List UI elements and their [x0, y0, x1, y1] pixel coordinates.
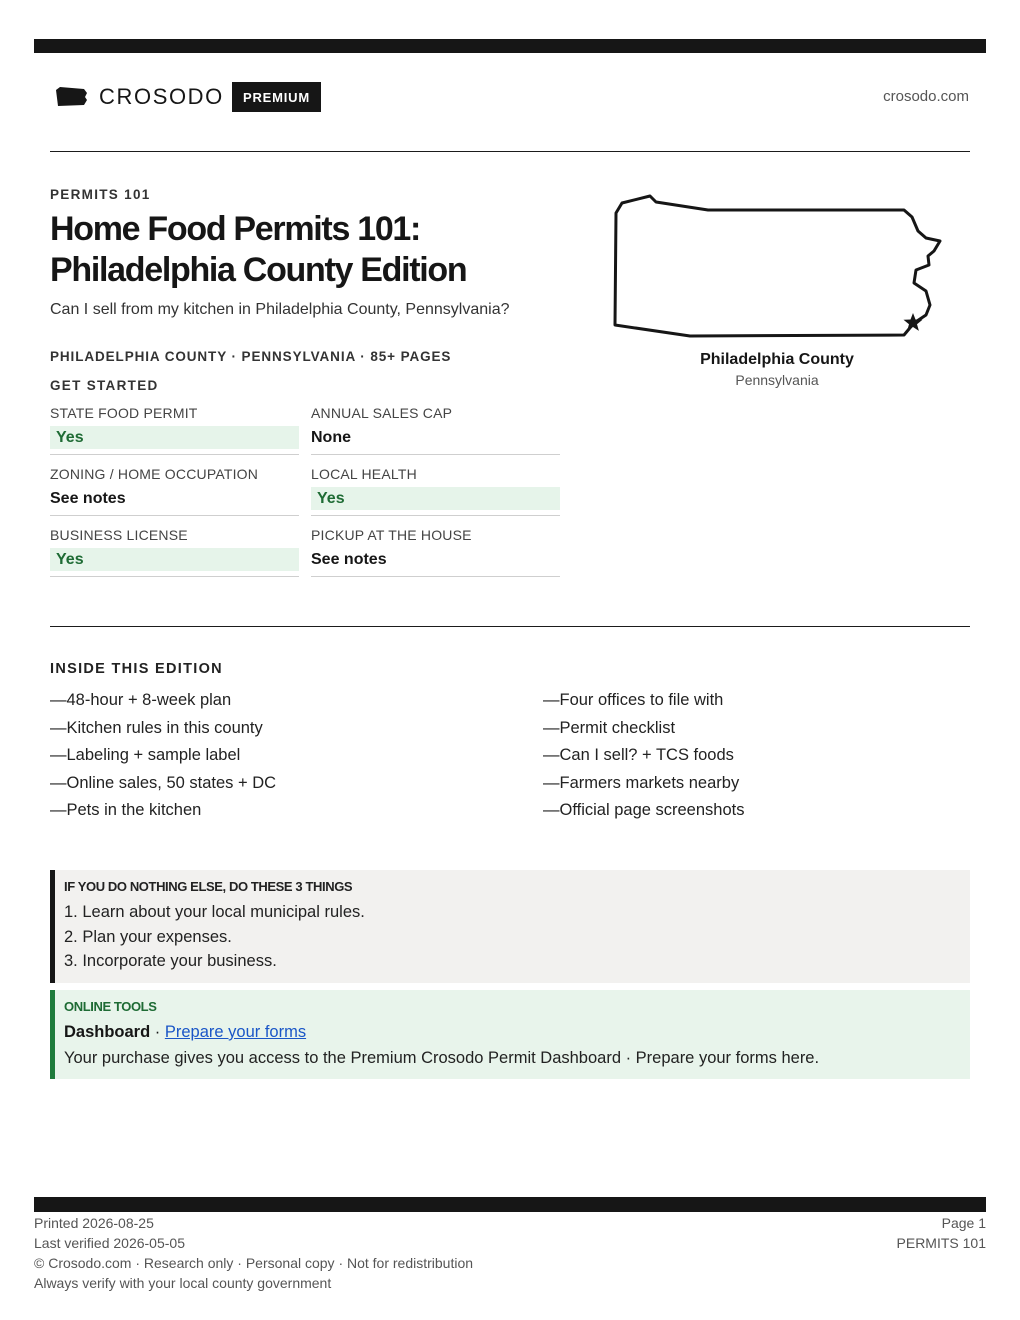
page-number: Page 1 [941, 1215, 986, 1231]
inside-heading: INSIDE THIS EDITION [50, 661, 223, 677]
list-item: —Online sales, 50 states + DC [50, 773, 277, 792]
list-item: —Permit checklist [543, 718, 676, 737]
permit-annual-sales-cap [311, 405, 560, 466]
permit-divider [311, 576, 560, 577]
header-divider [50, 151, 970, 152]
brand-name: CROSODO [99, 84, 224, 109]
permit-value: See notes [311, 551, 387, 568]
copyright: © Crosodo.com · Research only · Personal copy · Not for redistribution [34, 1255, 474, 1271]
permit-label: ANNUAL SALES CAP [311, 405, 453, 421]
callout-item: 3. Incorporate your business. [64, 952, 277, 970]
do-these-callout [50, 870, 970, 983]
footer-left [34, 1213, 473, 1293]
map-county-label: Philadelphia County [700, 351, 854, 368]
permit-divider [50, 576, 299, 577]
permit-value: None [311, 429, 351, 446]
permit-value: See notes [50, 490, 126, 507]
tools-heading: ONLINE TOOLS [64, 999, 157, 1014]
section-divider [50, 626, 970, 627]
permit-divider [50, 454, 299, 455]
permit-state-food [50, 405, 299, 466]
disclaimer: Always verify with your local county government [34, 1275, 332, 1291]
list-item: —48-hour + 8-week plan [50, 691, 232, 709]
page-subtitle: Can I sell from my kitchen in Philadelphia County, Pennsylvania? [50, 301, 510, 318]
edition-meta: PHILADELPHIA COUNTY · PENNSYLVANIA · 85+ PAGES [50, 349, 452, 364]
tools-description: Your purchase gives you access to the Premium Crosodo Permit Dashboard · Prepare your forms here. [64, 1049, 820, 1067]
permit-value: Yes [311, 487, 560, 510]
brand[interactable] [54, 82, 224, 112]
permit-label: PICKUP AT THE HOUSE [311, 527, 472, 543]
star-icon [904, 313, 923, 331]
section-kicker: PERMITS 101 [50, 187, 151, 202]
permit-label: LOCAL HEALTH [311, 466, 417, 482]
callout-heading: IF YOU DO NOTHING ELSE, DO THESE 3 THINGS [64, 879, 353, 894]
pennsylvania-map-icon [612, 193, 944, 341]
inside-list-right [543, 689, 744, 827]
permit-divider [50, 515, 299, 516]
tools-links [64, 1023, 306, 1042]
permit-label: BUSINESS LICENSE [50, 527, 188, 543]
title-line-1: Home Food Permits 101: [50, 210, 421, 248]
printed-date: Printed 2026-08-25 [34, 1215, 154, 1231]
footer-bar [34, 1197, 986, 1212]
permit-zoning [50, 466, 299, 527]
get-started-heading: GET STARTED [50, 378, 159, 393]
list-item: —Official page screenshots [543, 801, 745, 819]
site-url[interactable]: crosodo.com [883, 88, 969, 105]
callout-item: 1. Learn about your local municipal rules. [64, 903, 365, 921]
online-tools-callout [50, 990, 970, 1079]
list-item: —Four offices to file with [543, 691, 724, 709]
permit-divider [311, 515, 560, 516]
footer-section: PERMITS 101 [896, 1235, 986, 1251]
verified-date: Last verified 2026-05-05 [34, 1235, 185, 1251]
state-map [612, 193, 944, 341]
permit-business-license [50, 527, 299, 588]
permit-label: STATE FOOD PERMIT [50, 405, 198, 421]
permit-local-health [311, 466, 560, 527]
footer-right [897, 1213, 986, 1253]
list-item: —Pets in the kitchen [50, 801, 202, 819]
separator: · [150, 1023, 165, 1041]
title-line-2: Philadelphia County Edition [50, 251, 467, 289]
top-bar [34, 39, 986, 53]
list-item: —Farmers markets nearby [543, 773, 740, 792]
list-item: —Can I sell? + TCS foods [543, 746, 734, 764]
permit-value: Yes [50, 548, 299, 571]
dashboard-label: Dashboard [64, 1023, 151, 1041]
page-title [50, 209, 570, 291]
map-state-label: Pennsylvania [735, 372, 819, 388]
list-item: —Kitchen rules in this county [50, 718, 263, 737]
permit-divider [311, 454, 560, 455]
permit-label: ZONING / HOME OCCUPATION [50, 466, 259, 482]
premium-badge: PREMIUM [232, 82, 321, 112]
inside-list-left [50, 689, 276, 827]
callout-item: 2. Plan your expenses. [64, 928, 232, 946]
list-item: —Labeling + sample label [50, 746, 241, 764]
permit-value: Yes [50, 426, 299, 449]
prepare-forms-link[interactable]: Prepare your forms [164, 1023, 307, 1041]
pennsylvania-logo-icon [54, 85, 88, 109]
permit-pickup [311, 527, 560, 588]
